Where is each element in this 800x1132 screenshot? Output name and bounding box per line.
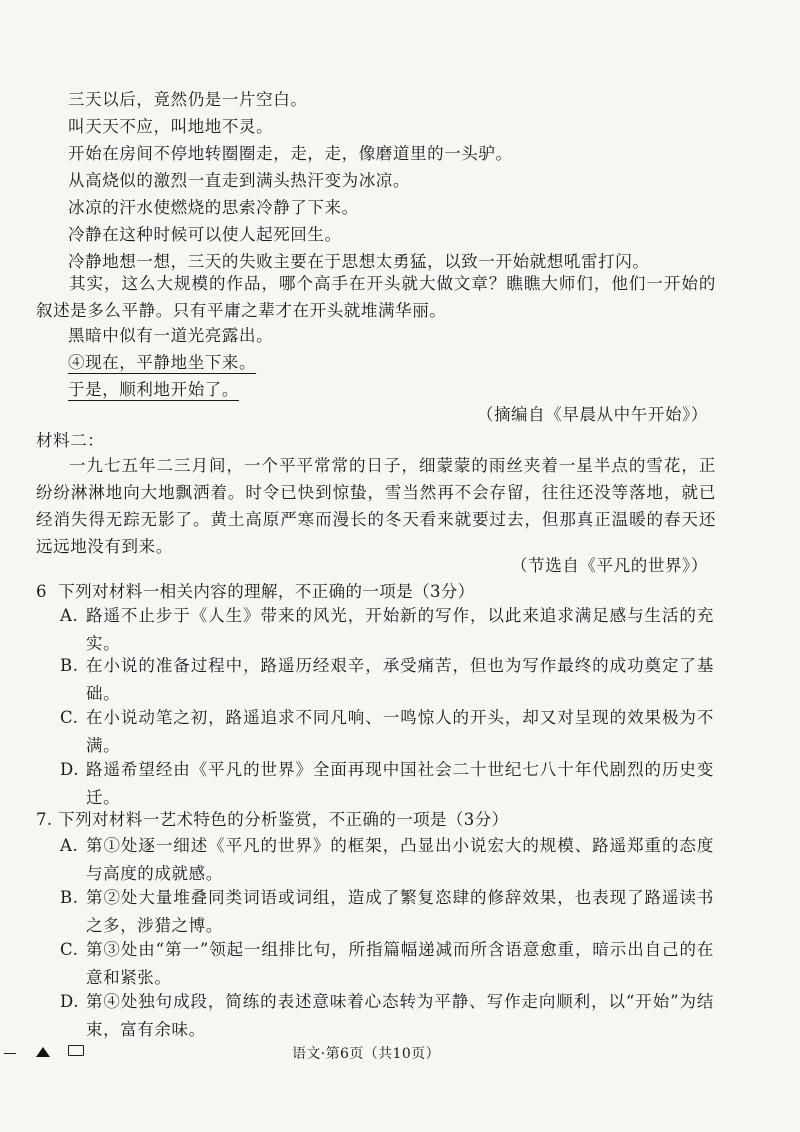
question-6-option-a (60, 602, 714, 658)
option-text: 第③处由“第一”领起一组排比句，所指篇幅递减而所含语意愈重，暗示出自己的在意和紧张。 (86, 940, 714, 987)
option-text: 在小说的准备过程中，路遥历经艰辛，承受痛苦，但也为写作最终的成功奠定了基础。 (86, 656, 714, 703)
passage-line-underlined: ④现在，平静地坐下来。 (68, 353, 257, 372)
option-label: B. (60, 656, 79, 675)
question-number: 7. (36, 810, 53, 829)
triangle-mark-icon (36, 1047, 50, 1057)
passage-paragraph: 其实，这么大规模的作品，哪个高手在开头就大做文章？瞧瞧大师们，他们一开始的叙述是多么平静。只有平庸之辈才在开头就堆满华丽。 (36, 274, 716, 320)
option-text: 第①处逐一细述《平凡的世界》的框架，凸显出小说宏大的规模、路遥郑重的态度与高度的成就感。 (86, 836, 714, 883)
passage-line: 三天以后，竟然仍是一片空白。 (68, 90, 308, 109)
option-text: 第②处大量堆叠同类词语或词组，造成了繁复恣肆的修辞效果，也表现了路遥读书之多，涉猎之博。 (86, 888, 714, 935)
option-label: D. (60, 760, 80, 779)
question-6-option-b (60, 652, 714, 708)
option-label: D. (60, 992, 80, 1011)
passage-line: 冰凉的汗水使燃烧的思索冷静了下来。 (68, 198, 359, 217)
option-text: 路遥希望经由《平凡的世界》全面再现中国社会二十世纪七八十年代剧烈的历史变迁。 (86, 760, 714, 807)
dash-mark-icon (4, 1053, 16, 1054)
option-text: 在小说动笔之初，路遥追求不同凡响、一鸣惊人的开头，却又对呈现的效果极为不满。 (86, 708, 714, 755)
source-citation: （摘编自《早晨从中午开始》） (476, 405, 708, 424)
option-label: A. (60, 836, 79, 855)
question-7-option-d (60, 988, 714, 1044)
material-heading: 材料二： (36, 431, 105, 450)
passage-line: 冷静在这种时候可以使人起死回生。 (68, 225, 342, 244)
source-citation: （节选自《平凡的世界》） (511, 556, 708, 575)
option-text: 第④处独句成段，简练的表述意味着心态转为平静、写作走向顺利，以“开始”为结束，富有余味。 (86, 992, 714, 1039)
box-mark-icon (68, 1045, 84, 1056)
question-7-option-c (60, 936, 714, 992)
passage-line: 开始在房间不停地转圈圈走，走，走，像磨道里的一头驴。 (68, 144, 513, 163)
option-label: A. (60, 606, 79, 625)
passage-line-underlined: 于是，顺利地开始了。 (68, 380, 239, 399)
question-number: 6 (36, 582, 47, 601)
question-text: 下列对材料一艺术特色的分析鉴赏，不正确的一项是（3分） (58, 810, 509, 829)
question-7-option-b (60, 884, 714, 940)
question-7-stem (36, 808, 716, 832)
page-footer (0, 1041, 800, 1065)
passage-line: 黑暗中似有一道光亮露出。 (68, 326, 274, 345)
option-label: B. (60, 888, 79, 907)
page-number: 语文·第6页（共10页） (292, 1046, 440, 1062)
question-6-stem (36, 580, 716, 604)
option-label: C. (60, 708, 79, 727)
question-6-option-d (60, 756, 714, 812)
passage-line: 叫天天不应，叫地地不灵。 (68, 117, 274, 136)
question-6-option-c (60, 704, 714, 760)
option-label: C. (60, 940, 79, 959)
passage-line: 冷静地想一想，三天的失败主要在于思想太勇猛，以致一开始就想吼雷打闪。 (68, 252, 650, 271)
question-text: 下列对材料一相关内容的理解，不正确的一项是（3分） (58, 582, 475, 601)
material2-paragraph: 一九七五年二三月间，一个平平常常的日子，细蒙蒙的雨丝夹着一星半点的雪花，正纷纷淋淋地向大地飘洒着。时令已快到惊蛰，雪当然再不会存留，往往还没等落地，就已经消失得无踪无影了。黄土高原严寒而漫长的冬天看来就要过去，但那真正温暖的春天还远远地没有到来。 (36, 456, 716, 556)
option-text: 路遥不止步于《人生》带来的风光，开始新的写作，以此来追求满足感与生活的充实。 (86, 606, 714, 653)
passage-line: 从高烧似的激烈一直走到满头热汗变为冰凉。 (68, 171, 410, 190)
question-7-option-a (60, 832, 714, 888)
